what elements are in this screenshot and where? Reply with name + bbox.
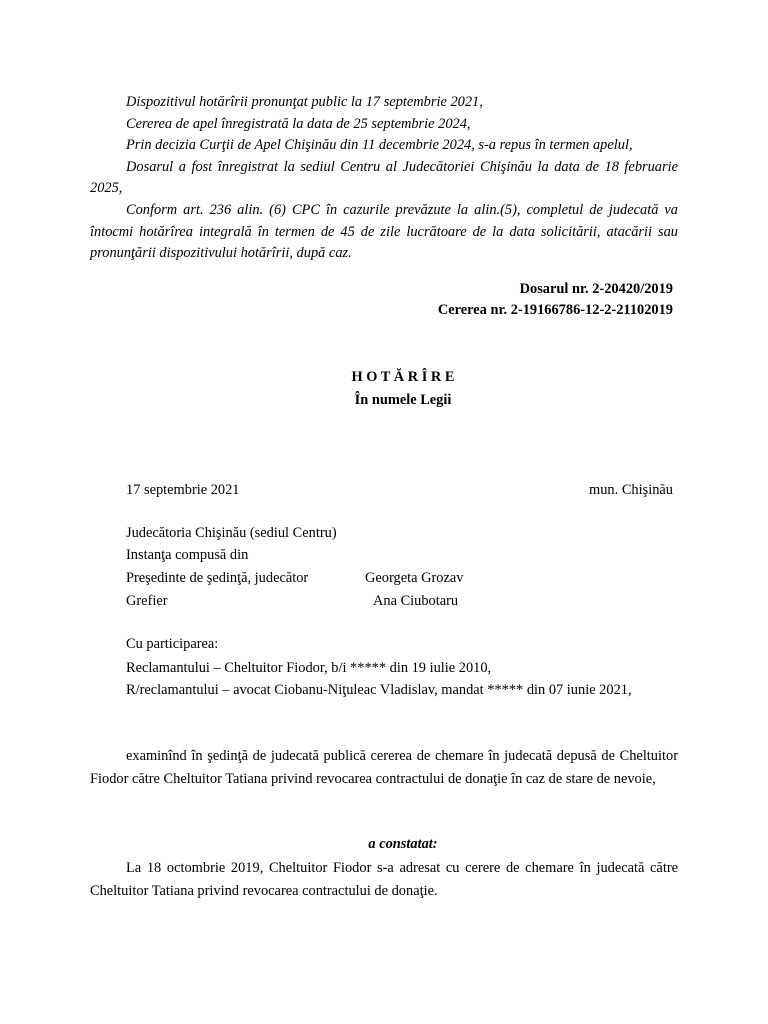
note-appeal-registered: Cererea de apel înregistrată la data de 25 septembrie 2024, xyxy=(126,115,471,132)
president-label: Preşedinte de şedinţă, judecător xyxy=(126,570,309,586)
document-subtitle: În numele Legii xyxy=(354,392,452,408)
court-name: Judecătoria Chişinău (sediul Centru) xyxy=(126,525,337,541)
case-number: Dosarul nr. 2-20420/2019 xyxy=(519,281,673,297)
document-title: H O T Ă R Î R E xyxy=(351,369,455,385)
note-file-registered: Dosarul a fost înregistrat la sediul Centru al Judecătoriei Chişinău la data de 18 februarie 2025, xyxy=(90,158,678,197)
note-appeal-decision: Prin decizia Curţii de Apel Chişinău din 11 decembrie 2024, s-a repus în termen apelul, xyxy=(126,137,633,154)
note-article-236: Conform art. 236 alin. (6) CPC în cazurile prevăzute la alin.(5), completul de judecată va întocmi hotărîrea integrală în termen de 45 de zile lucrătoare de la data solicitării, atacării sau pronunţării dispozitivului hotărîrii, după caz. xyxy=(90,201,678,262)
decision-date: 17 septembrie 2021 xyxy=(126,482,240,498)
note-pronouncement: Dispozitivul hotărîrii pronunţat public la 17 septembrie 2021, xyxy=(126,94,483,110)
decision-place: mun. Chişinău xyxy=(589,482,673,498)
participant-representative: R/reclamantului – avocat Ciobanu-Niţuleac Vladislav, mandat ***** din 07 iunie 2021, xyxy=(126,681,632,698)
header-notes xyxy=(90,92,678,265)
president-name: Georgeta Grozav xyxy=(365,570,464,586)
participant-claimant: Reclamantului – Cheltuitor Fiodor, b/i ***** din 19 iulie 2010, xyxy=(126,660,492,676)
participants-intro: Cu participarea: xyxy=(126,636,219,652)
participants-list xyxy=(90,658,678,701)
examination-paragraph: examinînd în şedinţă de judecată publică cererea de chemare în judecată depusă de Cheltuitor Fiodor către Cheltuitor Tatiana privind revocarea contractului de donaţie în caz de stare de nevoie, xyxy=(90,748,678,787)
clerk-name: Ana Ciubotaru xyxy=(373,593,459,609)
composition-label: Instanţa compusă din xyxy=(126,547,249,563)
findings-paragraph: La 18 octombrie 2019, Cheltuitor Fiodor s-a adresat cu cerere de chemare în judecată către Cheltuitor Tatiana privind revocarea contractului de donaţie. xyxy=(90,860,678,899)
findings-heading: a constatat: xyxy=(368,836,438,852)
request-number: Cererea nr. 2-19166786-12-2-21102019 xyxy=(437,302,673,318)
clerk-label: Grefier xyxy=(126,593,168,609)
